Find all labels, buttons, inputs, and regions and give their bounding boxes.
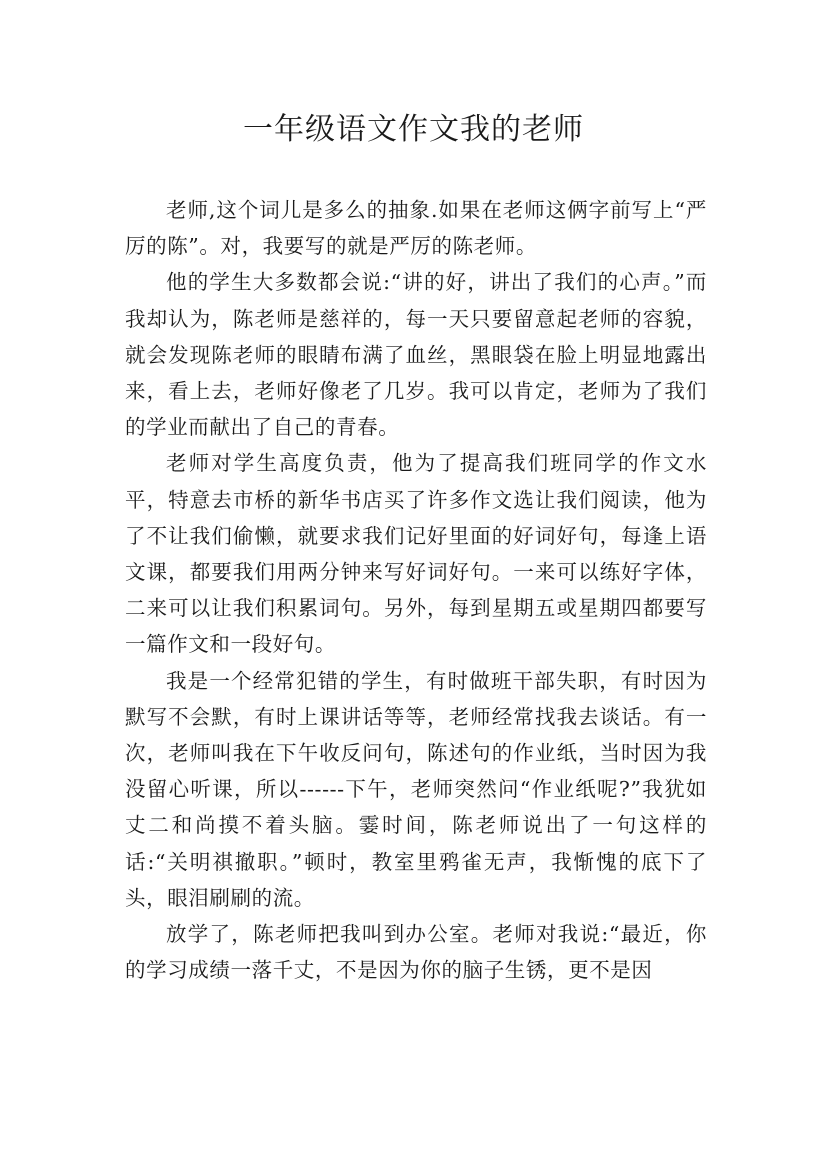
document-body bbox=[125, 192, 707, 988]
paragraph: 我是一个经常犯错的学生，有时做班干部失职，有时因为默写不会默，有时上课讲话等等，老师经常找我去谈话。有一次，老师叫我在下午收反问句，陈述句的作业纸，当时因为我没留心听课，所以------下午，老师突然问“作业纸呢?”我犹如丈二和尚摸不着头脑。霎时间，陈老师说出了一句这样的话:“关明祺撤职。”顿时，教室里鸦雀无声，我惭愧的底下了头，眼泪刷刷的流。 bbox=[125, 668, 707, 910]
document-title: 一年级语文作文我的老师 bbox=[243, 112, 584, 147]
paragraph: 老师对学生高度负责，他为了提高我们班同学的作文水平，特意去市桥的新华书店买了许多作文选让我们阅读，他为了不让我们偷懒，就要求我们记好里面的好词好句，每逢上语文课，都要我们用两分钟来写好词好句。一来可以练好字体，二来可以让我们积累词句。另外，每到星期五或星期四都要写一篇作文和一段好句。 bbox=[125, 451, 707, 657]
paragraph: 他的学生大多数都会说:“讲的好，讲出了我们的心声。”而我却认为，陈老师是慈祥的，每一天只要留意起老师的容貌，就会发现陈老师的眼睛布满了血丝，黑眼袋在脸上明显地露出来，看上去，老师好像老了几岁。我可以肯定，老师为了我们的学业而献出了自己的青春。 bbox=[125, 270, 707, 440]
paragraph: 放学了，陈老师把我叫到办公室。老师对我说:“最近，你的学习成绩一落千丈，不是因为你的脑子生锈，更不是因 bbox=[125, 922, 707, 983]
paragraph: 老师,这个词儿是多么的抽象.如果在老师这俩字前写上“严厉的陈”。对，我要写的就是严厉的陈老师。 bbox=[125, 198, 707, 259]
